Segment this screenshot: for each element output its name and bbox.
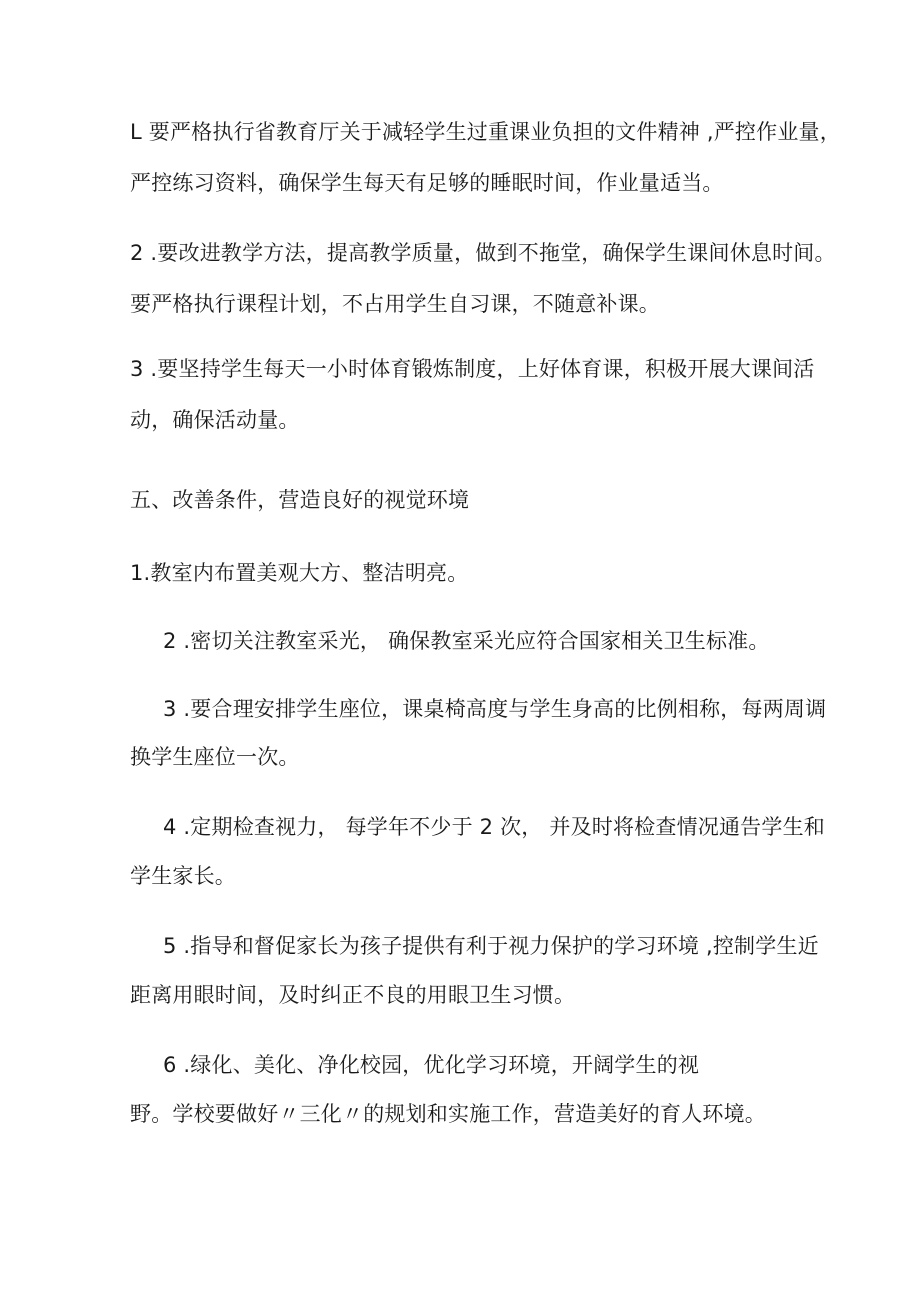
paragraph-3-line-2: 动，确保活动量。 <box>130 408 300 432</box>
item-5-3-line-2: 换学生座位一次。 <box>130 745 300 769</box>
item-5-2-line-1: 2 .密切关注教室采光， 确保教室采光应符合国家相关卫生标准。 <box>163 629 770 653</box>
item-5-4-line-2: 学生家长。 <box>130 864 236 888</box>
item-5-5-line-1: 5 .指导和督促家长为孩子提供有利于视力保护的学习环境 ,控制学生近 <box>163 934 819 958</box>
paragraph-2-line-1: 2 .要改进教学方法，提高教学质量，做到不拖堂，确保学生课间休息时间。 <box>130 241 836 265</box>
paragraph-1-line-2: 严控练习资料，确保学生每天有足够的睡眠时间，作业量适当。 <box>130 171 724 195</box>
paragraph-2-line-2: 要严格执行课程计划，不占用学生自习课，不随意补课。 <box>130 292 660 316</box>
section-heading-5: 五、改善条件，营造良好的视觉环境 <box>130 488 470 512</box>
item-5-6-line-2: 野。学校要做好〃三化〃的规划和实施工作，营造美好的育人环境。 <box>130 1102 766 1126</box>
item-5-1-line-1: 1.教室内布置美观大方、整洁明亮。 <box>130 561 469 585</box>
item-5-4-line-1: 4 .定期检查视力， 每学年不少于 2 次， 并及时将检查情况通告学生和 <box>163 815 825 839</box>
item-5-3-line-1: 3 .要合理安排学生座位，课桌椅高度与学生身高的比例相称，每两周调 <box>163 697 827 721</box>
item-5-6-line-1: 6 .绿化、美化、净化校园，优化学习环境，开阔学生的视 <box>163 1053 700 1077</box>
paragraph-1-line-1: L 要严格执行省教育厅关于减轻学生过重课业负担的文件精神 ,严控作业量， <box>130 120 841 144</box>
paragraph-3-line-1: 3 .要坚持学生每天一小时体育锻炼制度，上好体育课，积极开展大课间活 <box>130 357 815 381</box>
item-5-5-line-2: 距离用眼时间，及时纠正不良的用眼卫生习惯。 <box>130 983 576 1007</box>
